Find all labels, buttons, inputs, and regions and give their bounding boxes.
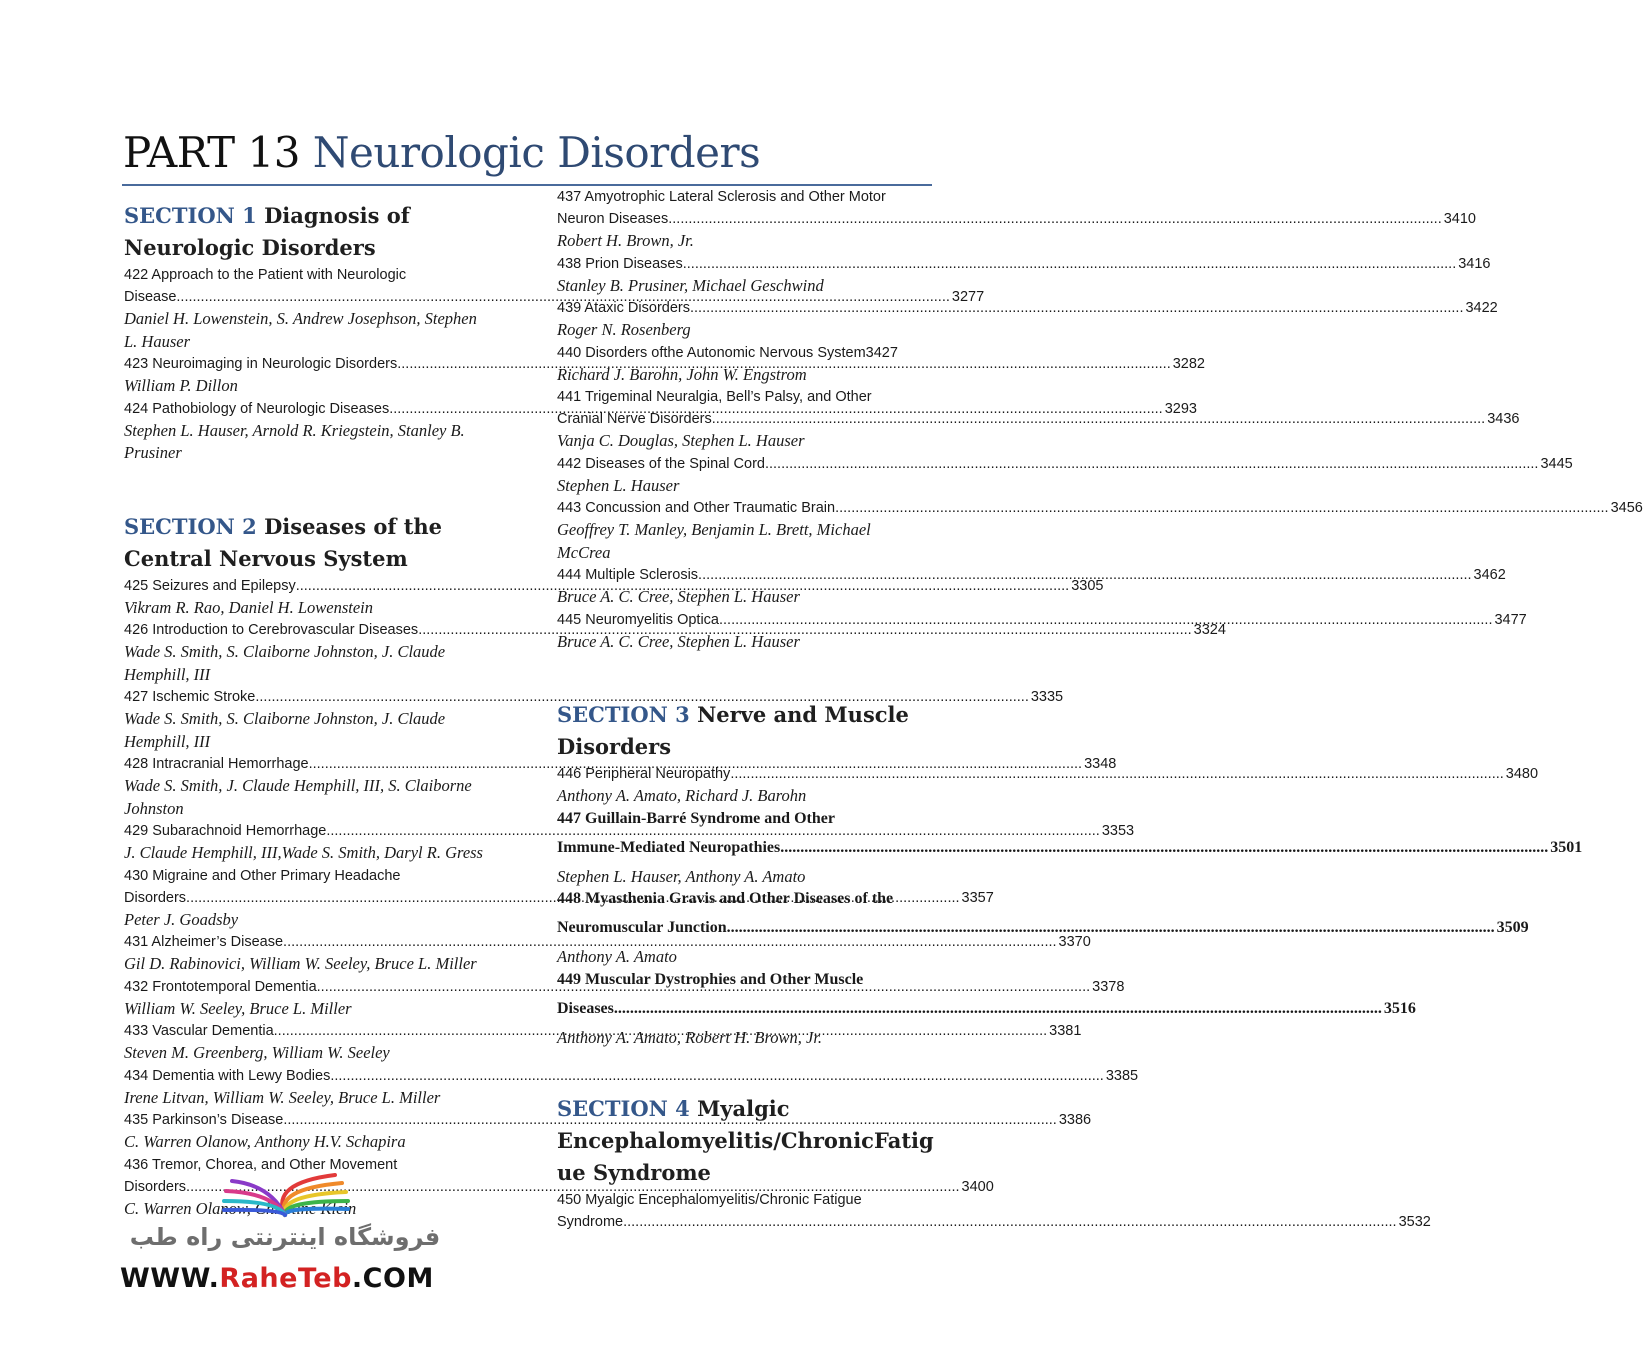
chapter-authors: Bruce A. C. Cree, Stephen L. Hauser xyxy=(557,587,800,606)
chapter-authors: Wade S. Smith, S. Claiborne Johnston, J. Claude Hemphill, III xyxy=(124,642,446,684)
toc-entry-424[interactable]: 424 Pathobiology of Neurologic Diseases ..... 3293 Stephen L. Hauser, Arnold R. Kriegstein, Stanley B. Prusiner xyxy=(124,398,496,465)
page-number: 3462 xyxy=(1473,567,1506,583)
chapter-authors: Wade S. Smith, J. Claude Hemphill, III, S. Claiborne Johnston xyxy=(124,776,472,818)
book-logo-icon xyxy=(120,1165,450,1227)
toc-entry-443[interactable]: 443 Concussion and Other Traumatic Brain ..... 3456 Geoffrey T. Manley, Benjamin L. Brett, Michael McCrea xyxy=(557,497,929,564)
page-number: 3348 xyxy=(1084,756,1117,772)
toc-entry-442[interactable]: 442 Diseases of the Spinal Cord ..... 3445 Stephen L. Hauser xyxy=(557,453,929,498)
chapter-authors: William P. Dillon xyxy=(124,376,238,395)
toc-entry-428[interactable]: 428 Intracranial Hemorrhage ..... 3348 Wade S. Smith, J. Claude Hemphill, III, S. Claiborne Johnston xyxy=(124,753,496,820)
chapter-authors: Irene Litvan, William W. Seeley, Bruce L. Miller xyxy=(124,1087,441,1107)
page-number: 3357 xyxy=(961,889,994,906)
toc-entry-445[interactable]: 445 Neuromyelitis Optica ..... 3477 Bruce A. C. Cree, Stephen L. Hauser xyxy=(557,609,929,654)
chapter-authors: Geoffrey T. Manley, Benjamin L. Brett, Michael McCrea xyxy=(557,520,871,562)
page-number: 3477 xyxy=(1494,611,1527,628)
toc-entry-422[interactable]: 422 Approach to the Patient with Neurologic Disease ..... 3277 Daniel H. Lowenstein, S. Andrew Josephson, Stephen L. Hauser xyxy=(124,264,496,353)
chapter-authors: Bruce A. C. Cree, Stephen L. Hauser xyxy=(557,631,800,651)
toc-entry-450[interactable]: 450 Myalgic Encephalomyelitis/Chronic Fatigue Syndrome ..... 3532 xyxy=(557,1189,929,1233)
toc-entry-426[interactable]: 426 Introduction to Cerebrovascular Diseases ..... 3324 Wade S. Smith, S. Claiborne Johnston, J. Claude Hemphill, III xyxy=(124,619,496,686)
page-number: 3293 xyxy=(1164,400,1197,417)
chapter-authors: William W. Seeley, Bruce L. Miller xyxy=(124,998,352,1018)
toc-entry-423[interactable]: 423 Neuroimaging in Neurologic Disorders ..... 3282 William P. Dillon xyxy=(124,353,496,398)
page-number: 3353 xyxy=(1101,823,1135,839)
toc-entry-437[interactable]: 437 Amyotrophic Lateral Sclerosis and Other Motor Neuron Diseases ..... 3410 Robert H. Brown, Jr. xyxy=(557,186,929,253)
page-number: 3422 xyxy=(1465,300,1498,316)
section-heading-3: SECTION 3 Nerve and Muscle Disorders xyxy=(557,702,909,759)
toc-entry-436[interactable]: 436 Tremor, Chorea, and Other Movement Disorders ..... 3400 C. Warren Olanow, Christine Klein xyxy=(124,1154,496,1221)
chapter-authors: Peter J. Goadsby xyxy=(124,909,239,929)
page-number: 3282 xyxy=(1172,356,1205,372)
chapter-authors: Roger N. Rosenberg xyxy=(557,320,691,339)
chapter-authors: Anthony A. Amato xyxy=(557,947,677,966)
chapter-authors: Stephen L. Hauser, Anthony A. Amato xyxy=(557,866,806,886)
watermark-persian-text: فروشگاه اینترنتی راه طب xyxy=(129,1223,441,1251)
chapter-authors: C. Warren Olanow, Christine Klein xyxy=(124,1198,357,1218)
chapter-authors: C. Warren Olanow, Anthony H.V. Schapira xyxy=(124,1132,406,1151)
toc-entry-434[interactable]: 434 Dementia with Lewy Bodies ..... 3385 Irene Litvan, William W. Seeley, Bruce L. Miller xyxy=(124,1065,496,1110)
page-number: 3335 xyxy=(1030,689,1064,705)
toc-entry-440[interactable]: 440 Disorders ofthe Autonomic Nervous System3427 Richard J. Barohn, John W. Engstrom xyxy=(557,342,929,387)
toc-entry-447[interactable]: 447 Guillain-Barré Syndrome and Other Immune-Mediated Neuropathies ..... 3501 Stephen L. Hauser, Anthony A. Amato xyxy=(557,808,929,889)
toc-entry-427[interactable]: 427 Ischemic Stroke ..... 3335 Wade S. Smith, S. Claiborne Johnston, J. Claude Hemphill, III xyxy=(124,686,496,753)
chapter-authors: Vikram R. Rao, Daniel H. Lowenstein xyxy=(124,597,373,617)
toc-entry-448[interactable]: 448 Myasthenia Gravis and Other Diseases of the Neuromuscular Junction ..... 3509 Anthony A. Amato xyxy=(557,888,929,969)
page-number: 3400 xyxy=(961,1178,994,1195)
toc-entry-432[interactable]: 432 Frontotemporal Dementia ..... 3378 William W. Seeley, Bruce L. Miller xyxy=(124,976,496,1021)
chapter-authors: Wade S. Smith, S. Claiborne Johnston, J. Claude Hemphill, III xyxy=(124,709,446,751)
toc-entry-444[interactable]: 444 Multiple Sclerosis ..... 3462 Bruce A. C. Cree, Stephen L. Hauser xyxy=(557,564,929,609)
page-number: 3370 xyxy=(1058,934,1091,950)
chapter-authors: Steven M. Greenberg, William W. Seeley xyxy=(124,1043,390,1062)
chapter-authors: Richard J. Barohn, John W. Engstrom xyxy=(557,364,807,384)
toc-entry-435[interactable]: 435 Parkinson’s Disease ..... 3386 C. Warren Olanow, Anthony H.V. Schapira xyxy=(124,1109,496,1154)
page-title xyxy=(123,126,760,180)
chapter-authors: J. Claude Hemphill, III,Wade S. Smith, Daryl R. Gress xyxy=(124,843,483,862)
page-number: 3516 xyxy=(1383,999,1416,1017)
page-number: 3324 xyxy=(1193,622,1226,638)
chapter-authors: Stanley B. Prusiner, Michael Geschwind xyxy=(557,275,824,295)
chapter-authors: Vanja C. Douglas, Stephen L. Hauser xyxy=(557,431,805,450)
page-number: 3305 xyxy=(1071,577,1104,594)
part-number: PART 13 xyxy=(123,128,300,177)
toc-entry-439[interactable]: 439 Ataxic Disorders ..... 3422 Roger N. Rosenberg xyxy=(557,297,929,342)
toc-entry-429[interactable]: 429 Subarachnoid Hemorrhage ..... 3353 J. Claude Hemphill, III,Wade S. Smith, Daryl R. Gress xyxy=(124,820,496,865)
part-subject: Neurologic Disorders xyxy=(312,128,761,177)
chapter-authors: Stephen L. Hauser, Arnold R. Kriegstein, Stanley B. Prusiner xyxy=(124,420,465,462)
watermark xyxy=(120,1165,450,1305)
page-number: 3501 xyxy=(1550,838,1583,856)
page-number: 3410 xyxy=(1443,211,1476,227)
toc-entry-446[interactable]: 446 Peripheral Neuropathy ..... 3480 Anthony A. Amato, Richard J. Barohn xyxy=(557,763,929,808)
toc-entry-430[interactable]: 430 Migraine and Other Primary Headache Disorders ..... 3357 Peter J. Goadsby xyxy=(124,865,496,932)
watermark-url: WWW.RaheTeb.COM xyxy=(120,1263,434,1294)
page-number: 3532 xyxy=(1398,1214,1431,1230)
chapter-authors: Gil D. Rabinovici, William W. Seeley, Bruce L. Miller xyxy=(124,954,477,973)
page-number: 3456 xyxy=(1610,500,1643,516)
toc-entry-438[interactable]: 438 Prion Diseases ..... 3416 Stanley B. Prusiner, Michael Geschwind xyxy=(557,253,929,298)
section-heading-1: SECTION 1 Diagnosis of Neurologic Disorders xyxy=(124,203,410,260)
page-number: 3416 xyxy=(1458,255,1491,272)
toc-entry-449[interactable]: 449 Muscular Dystrophies and Other Muscle Diseases ..... 3516 Anthony A. Amato, Robert H. Brown, Jr. xyxy=(557,969,929,1050)
chapter-authors: Anthony A. Amato, Richard J. Barohn xyxy=(557,786,807,805)
page-number: 3480 xyxy=(1505,766,1539,782)
toc-entry-425[interactable]: 425 Seizures and Epilepsy ..... 3305 Vikram R. Rao, Daniel H. Lowenstein xyxy=(124,575,496,620)
page-number: 3445 xyxy=(1540,455,1573,472)
section-heading-2: SECTION 2 Diseases of the Central Nervous System xyxy=(124,513,443,571)
section-heading-4: SECTION 4 Myalgic Encephalomyelitis/ChronicFatig ue Syndrome xyxy=(557,1096,934,1185)
toc-entry-433[interactable]: 433 Vascular Dementia ..... 3381 Steven M. Greenberg, William W. Seeley xyxy=(124,1020,496,1065)
chapter-authors: Anthony A. Amato, Robert H. Brown, Jr. xyxy=(557,1027,823,1047)
chapter-authors: Daniel H. Lowenstein, S. Andrew Josephson, Stephen L. Hauser xyxy=(124,309,477,351)
page-number: 3436 xyxy=(1487,411,1520,427)
chapter-authors: Robert H. Brown, Jr. xyxy=(557,231,694,250)
toc-entry-431[interactable]: 431 Alzheimer’s Disease ..... 3370 Gil D. Rabinovici, William W. Seeley, Bruce L. Miller xyxy=(124,931,496,976)
page-number: 3509 xyxy=(1496,919,1529,936)
page-number: 3277 xyxy=(951,289,985,305)
page-number: 3386 xyxy=(1058,1112,1092,1128)
chapter-authors: Stephen L. Hauser xyxy=(557,475,680,495)
page-number: 3385 xyxy=(1105,1067,1139,1084)
toc-entry-441[interactable]: 441 Trigeminal Neuralgia, Bell’s Palsy, and Other Cranial Nerve Disorders ..... 3436 Vanja C. Douglas, Stephen L. Hauser xyxy=(557,386,929,453)
page-number: 3381 xyxy=(1049,1023,1082,1039)
page-number: 3378 xyxy=(1092,978,1125,995)
